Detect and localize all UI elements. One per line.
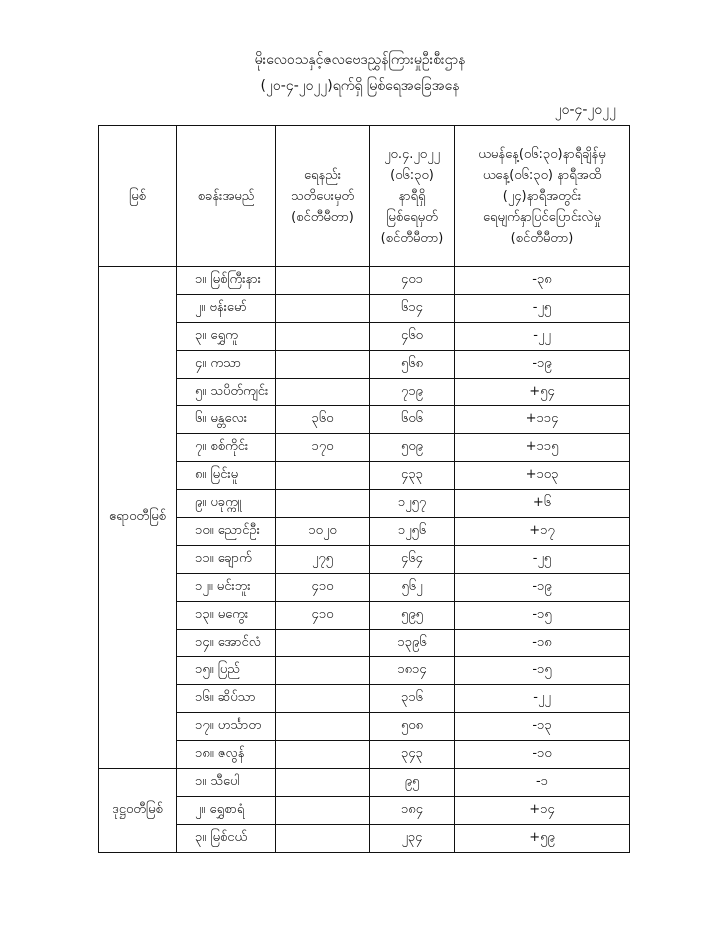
level-change-cell: -၁၉ xyxy=(455,573,630,601)
header-change-line: (စင်တီမီတာ) xyxy=(510,230,574,246)
table-row xyxy=(99,741,630,769)
water-level-cell: ၅၀၈ xyxy=(370,713,455,741)
station-cell: ၂။ ဗန်းမော် xyxy=(177,294,276,322)
warning-level-cell xyxy=(276,824,370,852)
water-level-cell: ၆၁၄ xyxy=(370,294,455,322)
table-row xyxy=(99,294,630,322)
station-cell: ၈။ မြင်းမူ xyxy=(177,462,276,490)
water-level-cell: ၄၃၃ xyxy=(370,462,455,490)
level-change-cell: -၁၀ xyxy=(455,741,630,769)
water-level-cell: ၅၆၈ xyxy=(370,350,455,378)
water-level-cell: ၁၂၅၆ xyxy=(370,518,455,546)
report-date: ၂၀-၄-၂၀၂၂ xyxy=(554,102,616,118)
warning-level-cell xyxy=(276,769,370,797)
warning-level-cell xyxy=(276,267,370,295)
station-cell: ၄။ ကသာ xyxy=(177,350,276,378)
station-cell: ၂။ ရွှေစာရံ xyxy=(177,796,276,824)
table-body xyxy=(99,267,630,853)
warning-level-cell: ၄၁၀ xyxy=(276,601,370,629)
header-level-line: ၂၀.၄.၂၀၂၂ xyxy=(384,146,440,162)
water-level-cell: ၄၀၁ xyxy=(370,267,455,295)
water-level-cell: ၁၃၉၆ xyxy=(370,629,455,657)
table-row xyxy=(99,573,630,601)
header-change-line: ရေမျက်နှာပြင်ပြောင်းလဲမှု xyxy=(483,209,601,225)
station-cell: ၁။ မြစ်ကြီးနား xyxy=(177,267,276,295)
station-cell: ၆။ မန္တလေး xyxy=(177,406,276,434)
warning-level-cell xyxy=(276,685,370,713)
station-cell: ၉။ ပခုက္ကူ xyxy=(177,490,276,518)
warning-level-cell xyxy=(276,294,370,322)
header-warning-line: သတိပေးမှတ် xyxy=(290,188,355,204)
station-cell: ၃။ ရွှေကူ xyxy=(177,322,276,350)
station-cell: ၇။ စစ်ကိုင်း xyxy=(177,434,276,462)
table-row xyxy=(99,685,630,713)
level-change-cell: -၃၈ xyxy=(455,267,630,295)
header-level-line: နာရီရှိ xyxy=(398,188,426,204)
header-level-line: (စင်တီမီတာ) xyxy=(380,230,444,246)
warning-level-cell xyxy=(276,629,370,657)
header-change-line: ယနေ့(၀၆:၃၀) နာရီအထိ xyxy=(482,167,602,183)
water-level-cell: ၅၀၉ xyxy=(370,434,455,462)
water-level-cell: ၇၁၉ xyxy=(370,378,455,406)
level-change-cell: -၁၃ xyxy=(455,713,630,741)
level-change-cell: -၂၂ xyxy=(455,685,630,713)
level-change-cell: -၁၅ xyxy=(455,601,630,629)
river-name-cell: ဒုဋ္ဌဝတီမြစ် xyxy=(99,769,177,853)
station-cell: ၁၇။ ဟင်္သာတ xyxy=(177,713,276,741)
water-level-cell: ၅၆၂ xyxy=(370,573,455,601)
header-change xyxy=(455,126,630,267)
warning-level-cell xyxy=(276,490,370,518)
water-level-cell: ၄၆၀ xyxy=(370,322,455,350)
level-change-cell: -၁ xyxy=(455,769,630,797)
river-name-cell: ဧရာဝတီမြစ် xyxy=(99,267,177,769)
station-cell: ၁၀။ ညောင်ဦး xyxy=(177,518,276,546)
table-row xyxy=(99,545,630,573)
warning-level-cell: ၁၇၀ xyxy=(276,434,370,462)
header-river: မြစ် xyxy=(99,126,177,267)
warning-level-cell xyxy=(276,713,370,741)
header-level-line: မြစ်ရေမှတ် xyxy=(386,209,438,225)
warning-level-cell xyxy=(276,350,370,378)
water-level-cell: ၉၅ xyxy=(370,769,455,797)
level-change-cell: -၁၈ xyxy=(455,629,630,657)
warning-level-cell xyxy=(276,657,370,685)
table-row xyxy=(99,601,630,629)
water-level-cell: ၁၈၄ xyxy=(370,796,455,824)
level-change-cell: -၂၅ xyxy=(455,545,630,573)
header-warning-line: (စင်တီမီတာ) xyxy=(291,209,354,225)
station-cell: ၁၁။ ချောက် xyxy=(177,545,276,573)
level-change-cell: +၅၉ xyxy=(455,824,630,852)
station-cell: ၁၆။ ဆိပ်သာ xyxy=(177,685,276,713)
level-change-cell: +၁၁၅ xyxy=(455,434,630,462)
table-row xyxy=(99,434,630,462)
station-cell: ၁၃။ မကွေး xyxy=(177,601,276,629)
warning-level-cell xyxy=(276,741,370,769)
level-change-cell: +၅၄ xyxy=(455,378,630,406)
station-cell: ၁၂။ မင်းဘူး xyxy=(177,573,276,601)
header-change-line: ယမန်နေ့(၀၆:၃၀)နာရီချိန်မှ xyxy=(478,146,606,162)
station-cell: ၁၄။ အောင်လံ xyxy=(177,629,276,657)
warning-level-cell: ၂၇၅ xyxy=(276,545,370,573)
page-title: မိုးလေဝသနှင့်ဇလဗေဒညွှန်ကြားမှုဦးစီးဌာန xyxy=(254,52,466,68)
water-level-cell: ၆၀၆ xyxy=(370,406,455,434)
header-change-line: (၂၄)နာရီအတွင်း xyxy=(502,188,582,204)
station-cell: ၁၈။ ဇလွန် xyxy=(177,741,276,769)
level-change-cell: +၁၄ xyxy=(455,796,630,824)
level-change-cell: -၂၅ xyxy=(455,294,630,322)
station-cell: ၁၅။ ပြည် xyxy=(177,657,276,685)
table-row xyxy=(99,490,630,518)
table-row xyxy=(99,518,630,546)
level-change-cell: +၁၁၄ xyxy=(455,406,630,434)
header-warning xyxy=(276,126,370,267)
table-row xyxy=(99,378,630,406)
level-change-cell: -၁၅ xyxy=(455,657,630,685)
table-row xyxy=(99,322,630,350)
level-change-cell: -၁၉ xyxy=(455,350,630,378)
water-level-cell: ၃၁၆ xyxy=(370,685,455,713)
water-level-cell: ၁၈၁၄ xyxy=(370,657,455,685)
header-station: စခန်းအမည် xyxy=(177,126,276,267)
water-level-cell: ၁၂၅၇ xyxy=(370,490,455,518)
table-row xyxy=(99,267,630,295)
station-cell: ၅။ သပိတ်ကျင်း xyxy=(177,378,276,406)
warning-level-cell xyxy=(276,462,370,490)
header-level xyxy=(370,126,455,267)
table-row xyxy=(99,629,630,657)
table-row xyxy=(99,796,630,824)
header-warning-line: ရေနည်း xyxy=(303,167,342,183)
warning-level-cell: ၁၀၂၀ xyxy=(276,518,370,546)
river-level-table xyxy=(98,125,630,853)
level-change-cell: -၂၂ xyxy=(455,322,630,350)
table-row xyxy=(99,769,630,797)
table-row xyxy=(99,406,630,434)
header-level-line: (၀၆:၃၀) xyxy=(390,167,434,183)
table-row xyxy=(99,657,630,685)
table-row xyxy=(99,713,630,741)
water-level-cell: ၅၉၅ xyxy=(370,601,455,629)
page-subtitle: (၂၀-၄-၂၀၂၂)ရက်ရှိ မြစ်ရေအခြေအနေ xyxy=(260,78,460,94)
table-row xyxy=(99,462,630,490)
level-change-cell: +၁၀၃ xyxy=(455,462,630,490)
table-row xyxy=(99,824,630,852)
station-cell: ၁။ သီပေါ xyxy=(177,769,276,797)
warning-level-cell xyxy=(276,796,370,824)
water-level-cell: ၂၃၄ xyxy=(370,824,455,852)
warning-level-cell xyxy=(276,322,370,350)
level-change-cell: +၆ xyxy=(455,490,630,518)
warning-level-cell: ၃၆၀ xyxy=(276,406,370,434)
warning-level-cell: ၄၁၀ xyxy=(276,573,370,601)
water-level-cell: ၄၆၄ xyxy=(370,545,455,573)
level-change-cell: +၁၇ xyxy=(455,518,630,546)
station-cell: ၃။ မြစ်ငယ် xyxy=(177,824,276,852)
water-level-cell: ၃၄၃ xyxy=(370,741,455,769)
table-row xyxy=(99,350,630,378)
table-header-row xyxy=(99,126,630,267)
warning-level-cell xyxy=(276,378,370,406)
